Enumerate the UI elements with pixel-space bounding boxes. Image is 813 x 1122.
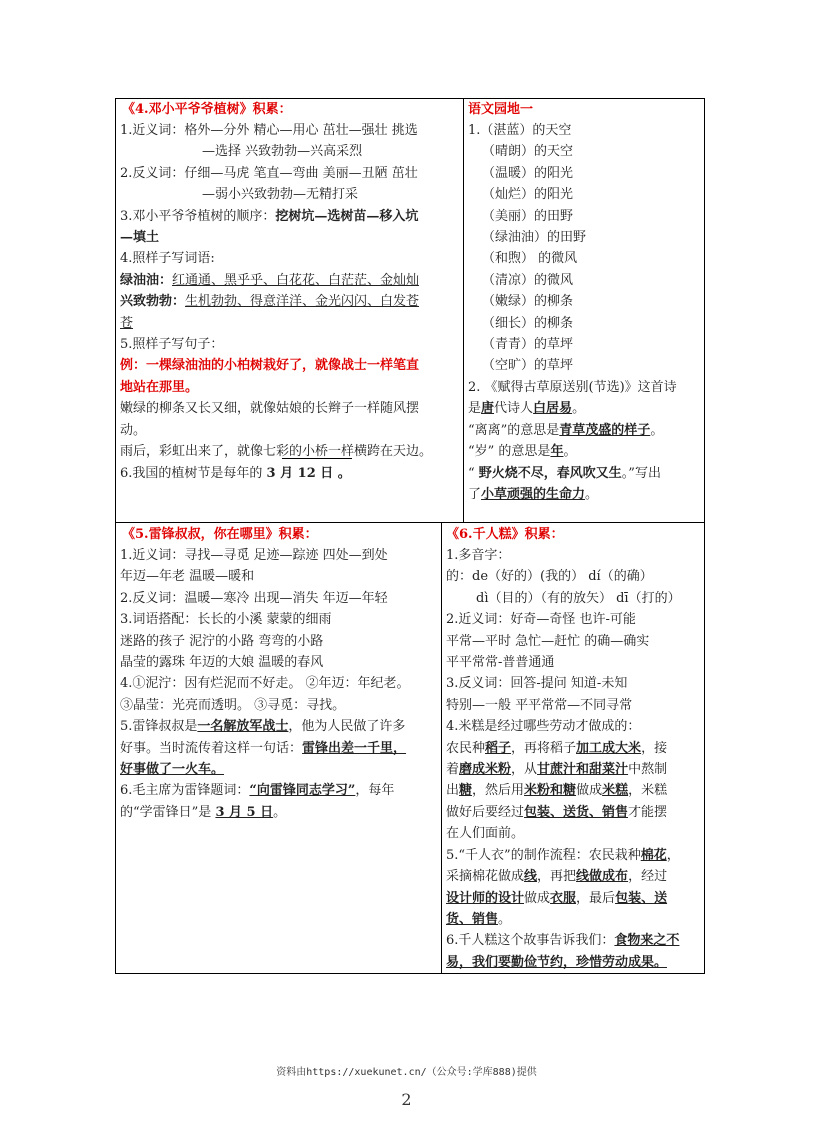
- text: 。: [419, 444, 433, 460]
- answer: 挖树坑—选树苗—移入坑: [275, 208, 419, 224]
- answer: 货、销售: [446, 911, 499, 927]
- text: 。: [273, 804, 287, 820]
- answer: 线做成布: [576, 869, 629, 885]
- text: 5.“千人衣”的制作流程：农民栽种: [446, 847, 641, 863]
- text: 做好后要经过: [446, 804, 525, 820]
- answer: 糖: [459, 783, 473, 799]
- s5-line: 2.反义词：温暖—寒冷 出现—消失 年迈—年轻: [120, 590, 388, 606]
- s4-line: [120, 441, 462, 462]
- text: 做成: [576, 783, 603, 799]
- s6-line: [446, 738, 703, 759]
- text: ，: [666, 847, 680, 863]
- s4-line: 2.反义词：仔细—马虎 笔直—弯曲 美丽—丑陋 茁壮: [120, 165, 418, 181]
- s5-line: 好事做了一火车。: [120, 762, 225, 778]
- text: ，再把: [537, 869, 577, 885]
- answer: 设计师的设计: [446, 890, 525, 906]
- text: 3.邓小平爷爷植树的顺序：: [120, 208, 276, 224]
- s6-line: 的：de（好的）(我的） dí（的确）: [446, 569, 653, 585]
- text: ，然后用: [472, 783, 525, 799]
- text: 了: [468, 486, 482, 502]
- answer: 3 月 12 日: [266, 465, 334, 481]
- answer: 红通通、黑乎乎、白花花、白茫茫、金灿灿: [172, 272, 420, 288]
- s4-line: [120, 463, 462, 484]
- s6-line: 平常—平时 急忙—赶忙 的确—确实: [446, 633, 650, 649]
- text: 是: [468, 401, 482, 417]
- answer: 白居易: [533, 401, 573, 417]
- yuwen-cell: [468, 100, 703, 520]
- text: ，每年: [355, 783, 395, 799]
- yw-item: （美丽）的田野: [482, 208, 574, 224]
- answer: 食物来之不: [614, 933, 680, 949]
- text: ，经过: [628, 869, 668, 885]
- text: ，米糕: [628, 783, 668, 799]
- text: “: [468, 465, 479, 481]
- s5-line: 3.词语搭配：长长的小溪 蒙蒙的细雨: [120, 612, 332, 628]
- s4-line: 4.照样子写词语:: [120, 251, 215, 267]
- text: ，再将稻子: [511, 740, 577, 756]
- yw-line: [468, 463, 703, 484]
- page-number: 2: [401, 1090, 412, 1109]
- s6-line: 平平常常-普普通通: [446, 655, 555, 671]
- s5-line: [120, 716, 440, 737]
- s4-example: 地站在那里。: [120, 379, 199, 395]
- text: 6.我国的植树节是每年的: [120, 465, 267, 481]
- yw-item: （晴朗）的天空: [482, 144, 574, 160]
- s5-line: [120, 738, 440, 759]
- answer: 甘蔗汁和甜菜汁: [537, 762, 629, 778]
- label: 绿油油：: [120, 272, 173, 288]
- s6-line: [446, 845, 703, 866]
- text: 雨后，彩虹出来了，就像七彩的小桥一样横跨在天边: [120, 444, 420, 460]
- yw-item: （灿烂）的阳光: [482, 187, 574, 203]
- answer: 磨成米粉: [459, 762, 512, 778]
- text: 6.千人糕这个故事告诉我们：: [446, 933, 615, 949]
- label: 兴致勃勃：: [120, 294, 186, 310]
- s5-line: 年迈—年老 温暖—暖和: [120, 569, 255, 585]
- text: 。: [650, 422, 664, 438]
- answer: 年: [550, 444, 564, 460]
- table-border-right: [704, 98, 705, 974]
- blank-line: [282, 458, 352, 459]
- text: 着: [446, 762, 460, 778]
- yw-item: （嫩绿）的柳条: [482, 294, 574, 310]
- yw-item: （青青）的草坪: [482, 337, 574, 353]
- section-4-cell: [120, 100, 462, 520]
- s6-line: [446, 888, 703, 909]
- yw-line: 1.（湛蓝）的天空: [468, 123, 572, 138]
- table-border-left: [115, 98, 116, 974]
- text: “离离”的意思是: [468, 422, 560, 438]
- s5-line: 4.①泥泞：因有烂泥而不好走。 ②年迈：年纪老。: [120, 676, 410, 692]
- s6-line: [446, 780, 703, 801]
- answer: 唐: [481, 401, 495, 417]
- s6-line: [446, 866, 703, 887]
- text: 。: [585, 486, 599, 502]
- s6-line: 在人们面前。: [446, 826, 525, 842]
- text: 。: [563, 444, 577, 460]
- footer-source: 资料由https://xuekunet.cn/（公众号:学库888)提供: [276, 1067, 537, 1078]
- table-divider-top: [463, 98, 464, 523]
- s5-line: ③晶莹：光亮而透明。 ③寻觅：寻找。: [120, 697, 346, 713]
- section-5-title: 《5.雷锋叔叔，你在哪里》积累：: [122, 527, 318, 542]
- text: ，接: [641, 740, 668, 756]
- answer: 一名解放军战士: [197, 719, 289, 735]
- yw-line: [468, 420, 703, 441]
- yw-line: 2. 《赋得古草原送别(节选)》这首诗: [468, 379, 677, 395]
- yw-item: （清凉）的微风: [482, 272, 574, 288]
- answer: 3 月 5 日: [215, 804, 274, 820]
- section-4-title: 《4.邓小平爷爷植树》积累：: [122, 102, 292, 117]
- answer: 米糕: [602, 783, 629, 799]
- yw-items: [468, 141, 703, 376]
- answer: “向雷锋同志学习”: [249, 783, 356, 799]
- yuwen-title: 语文园地一: [468, 102, 534, 117]
- text: 6.毛主席为雷锋题词：: [120, 783, 250, 799]
- text: 农民种: [446, 740, 486, 756]
- s4-example: 例：一棵绿油油的小柏树栽好了，就像战士一样笔直: [120, 358, 420, 374]
- s6-line: [446, 909, 703, 930]
- s6-line: 特别—一般 平平常常—不同寻常: [446, 697, 633, 713]
- answer: 加工成大米: [576, 740, 642, 756]
- text: ，从: [511, 762, 538, 778]
- yw-item: （绿油油）的田野: [482, 230, 587, 246]
- yw-item: （和煦） 的微风: [482, 251, 578, 267]
- answer: 稻子: [485, 740, 512, 756]
- s6-line: 1.多音字：: [446, 548, 511, 563]
- s6-line: dì（目的）（有的放矢） dī（打的）: [476, 590, 681, 606]
- yw-line: [468, 398, 703, 419]
- s4-line: —选择 兴致勃勃—兴高采烈: [202, 144, 363, 160]
- s6-line: 4.米糕是经过哪些劳动才做成的：: [446, 719, 641, 735]
- s4-line: [120, 270, 462, 291]
- s6-line: 易，我们要勤俭节约，珍惜劳动成果。: [446, 954, 668, 970]
- s5-line: 晶莹的露珠 年迈的大娘 温暖的春风: [120, 655, 324, 671]
- text: 出: [446, 783, 460, 799]
- answer: 线: [524, 869, 538, 885]
- yw-item: （温暖）的阳光: [482, 165, 574, 181]
- text: ，他为人民做了许多: [288, 719, 406, 735]
- table-border-mid: [115, 522, 705, 523]
- s6-line: 3.反义词：回答-提问 知道-未知: [446, 676, 628, 692]
- s5-line: 迷路的孩子 泥泞的小路 弯弯的小路: [120, 633, 324, 649]
- text: 做成: [524, 890, 551, 906]
- yw-item: （空旷）的草坪: [482, 358, 574, 374]
- table-border-top: [115, 98, 705, 99]
- answer: 米粉和糖: [524, 783, 577, 799]
- text: 的“学雷锋日”是: [120, 804, 216, 820]
- section-6-title: 《6.千人糕》积累：: [446, 527, 564, 542]
- answer: 野火烧不尽，春风吹又生: [478, 465, 622, 481]
- text: 。: [498, 911, 512, 927]
- text: 采摘棉花做成: [446, 869, 525, 885]
- text: 代诗人: [494, 401, 534, 417]
- section-6-cell: [446, 525, 703, 971]
- text: 中熬制: [628, 762, 668, 778]
- s4-line: 动。: [120, 422, 147, 438]
- s4-line: [120, 206, 462, 227]
- s4-line: [120, 291, 462, 312]
- text: “岁” 的意思是: [468, 444, 551, 460]
- answer: 青草茂盛的样子: [559, 422, 651, 438]
- text: 5.雷锋叔叔是: [120, 719, 198, 735]
- s6-line: 2.近义词：好奇—奇怪 也许-可能: [446, 612, 636, 628]
- yw-line: [468, 441, 703, 462]
- answer: 雷锋出差一千里，: [302, 740, 407, 756]
- s5-line: 1.近义词：寻找—寻觅 足迹—踪迹 四处—到处: [120, 548, 388, 563]
- answer: 包装、送货、销售: [524, 804, 629, 820]
- text: 好事。当时流传着这样一句话：: [120, 740, 303, 756]
- s6-line: [446, 930, 703, 951]
- table-border-bottom: [115, 973, 705, 974]
- yw-line: [468, 484, 703, 505]
- text: 。: [572, 401, 586, 417]
- answer: 包装、送: [615, 890, 668, 906]
- answer: 衣服: [550, 890, 577, 906]
- s4-line: 嫩绿的柳条又长又细，就像姑娘的长辫子一样随风摆: [120, 401, 420, 417]
- s6-line: [446, 759, 703, 780]
- yw-item: （细长）的柳条: [482, 315, 574, 331]
- answer: 小草顽强的生命力: [481, 486, 586, 502]
- answer: 棉花: [640, 847, 667, 863]
- s5-line: [120, 802, 440, 823]
- text: 才能摆: [628, 804, 668, 820]
- s5-line: [120, 780, 440, 801]
- section-5-cell: [120, 525, 440, 971]
- s6-line: [446, 802, 703, 823]
- answer: 生机勃勃、得意洋洋、金光闪闪、白发苍: [185, 294, 420, 310]
- table-divider-bottom: [441, 522, 442, 974]
- s4-line: —填土: [120, 230, 160, 246]
- s4-line: —弱小兴致勃勃—无精打采: [202, 187, 359, 203]
- s4-line: 5.照样子写句子：: [120, 337, 224, 353]
- text: 。: [333, 465, 351, 481]
- text: ，最后: [576, 890, 616, 906]
- s4-line: 1.近义词：格外—分外 精心—用心 茁壮—强壮 挑选: [120, 123, 418, 138]
- text: 。”写出: [621, 465, 661, 481]
- s4-line: 苍: [120, 315, 134, 331]
